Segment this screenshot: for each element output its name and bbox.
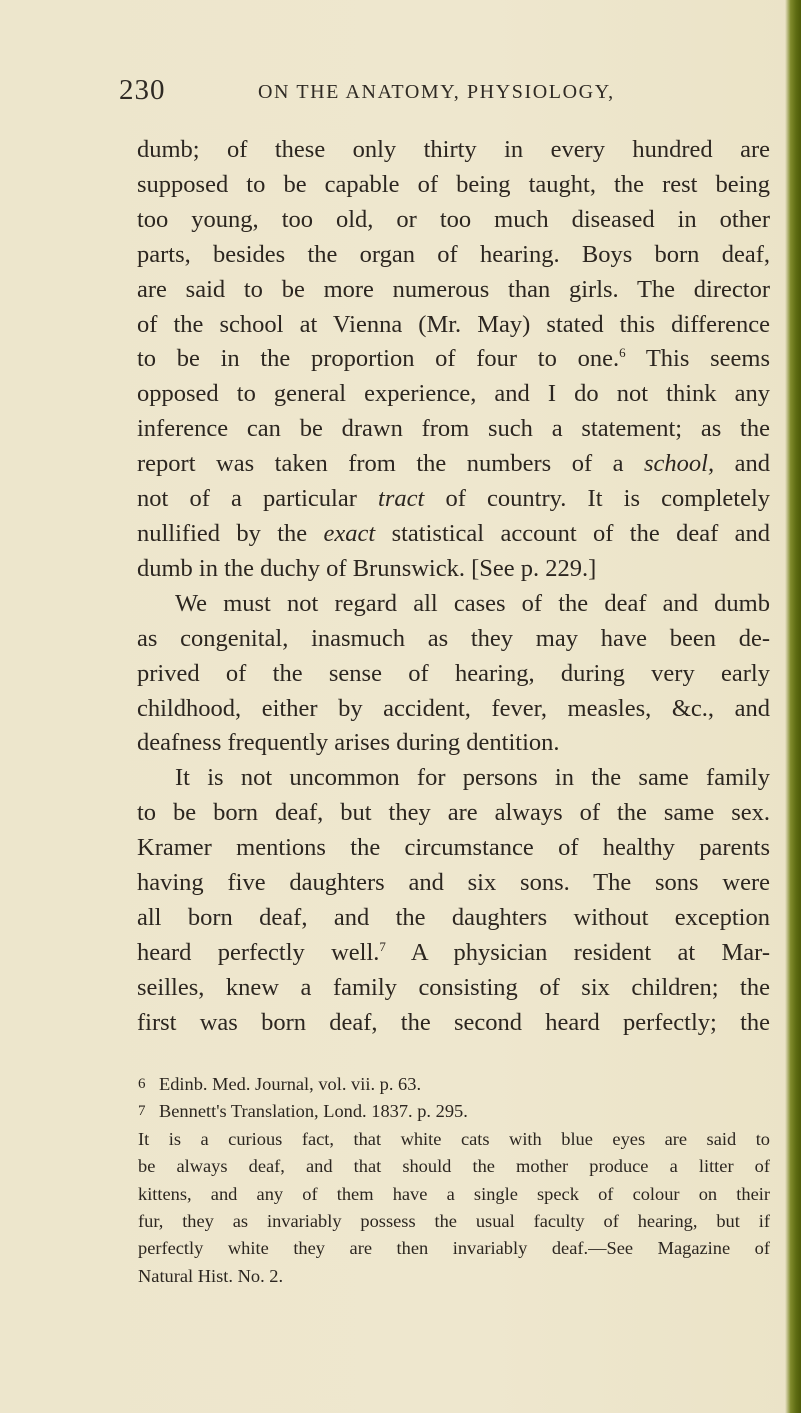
running-head: ON THE ANATOMY, PHYSIOLOGY, xyxy=(258,81,615,103)
footnote-text: Edinb. Med. Journal, vol. vii. p. 63. xyxy=(159,1074,422,1094)
italic-word: exact xyxy=(323,519,376,547)
text-line: deafness frequently arises during dentition. xyxy=(137,729,560,757)
text-line: not of a particular tract of country. It is completely xyxy=(137,485,770,513)
text-line: opposed to general experience, and I do not think any xyxy=(137,380,770,408)
text-line: inference can be drawn from such a statement; as the xyxy=(137,415,770,443)
footnote-ref-6: 6 xyxy=(619,345,626,361)
text-line: are said to be more numerous than girls. The director xyxy=(137,275,770,303)
footnotes xyxy=(138,1071,770,1290)
footnote-6 xyxy=(138,1071,770,1098)
text-line: prived of the sense of hearing, during very early xyxy=(137,659,770,687)
footnote-7 xyxy=(138,1098,770,1125)
text-line: We must not regard all cases of the deaf and dumb xyxy=(175,589,770,617)
text-line: nullified by the exact statistical account of the deaf and xyxy=(137,519,770,547)
text-line: dumb; of these only thirty in every hundred are xyxy=(137,136,770,163)
footnote-note-line: fur, they as invariably possess the usual faculty of hearing, but if xyxy=(138,1211,770,1232)
footnote-note-line: kittens, and any of them have a single speck of colour on their xyxy=(138,1183,770,1204)
text-line: It is not uncommon for persons in the same family xyxy=(175,764,770,792)
page-number: 230 xyxy=(119,74,166,106)
footnote-ref-7: 7 xyxy=(379,938,386,954)
text-line: of the school at Vienna (Mr. May) stated this difference xyxy=(137,310,770,338)
text-line: childhood, either by accident, fever, measles, &c., and xyxy=(137,694,770,722)
footnote-note-line: It is a curious fact, that white cats with blue eyes are said to xyxy=(138,1128,770,1149)
italic-word: tract xyxy=(378,485,425,513)
text-line: supposed to be capable of being taught, the rest being xyxy=(137,170,770,198)
text-line: too young, too old, or too much diseased in other xyxy=(137,205,770,233)
text-line: to be in the proportion of four to one.$^6$ This seems xyxy=(137,345,770,373)
text-line: dumb in the duchy of Brunswick. [See p. 229.] xyxy=(137,554,597,582)
text-line: all born deaf, and the daughters without exception xyxy=(137,903,770,931)
footnote-text: Bennett's Translation, Lond. 1837. p. 295. xyxy=(159,1101,468,1122)
text-line: to be born deaf, but they are always of the same sex. xyxy=(137,799,770,827)
footnote-note-line: Natural Hist. No. 2. xyxy=(138,1265,284,1286)
text-line: Kramer mentions the circumstance of healthy parents xyxy=(137,834,770,862)
text-line: parts, besides the organ of hearing. Boys born deaf, xyxy=(137,240,770,268)
text-line: having five daughters and six sons. The sons were xyxy=(137,869,770,897)
text-line: seilles, knew a family consisting of six children; the xyxy=(137,973,770,1001)
text-line: as congenital, inasmuch as they may have been de- xyxy=(137,624,770,652)
text-line: first was born deaf, the second heard perfectly; the xyxy=(137,1008,770,1036)
italic-word: school, xyxy=(644,450,715,478)
footnote-note-line: be always deaf, and that should the mother produce a litter of xyxy=(138,1156,770,1177)
text-line: report was taken from the numbers of a school, and xyxy=(137,450,771,478)
footnote-number: 7 xyxy=(138,1103,146,1120)
footnote-note-line: perfectly white they are then invariably deaf.—See Magazine of xyxy=(138,1238,770,1259)
page-edge-shadow xyxy=(785,0,801,1413)
body-text xyxy=(137,133,770,1041)
page-header xyxy=(0,74,801,124)
text-line: heard perfectly well.$^7$ A physician resident at Mar- xyxy=(137,938,770,966)
footnote-number: 6 xyxy=(138,1076,146,1092)
